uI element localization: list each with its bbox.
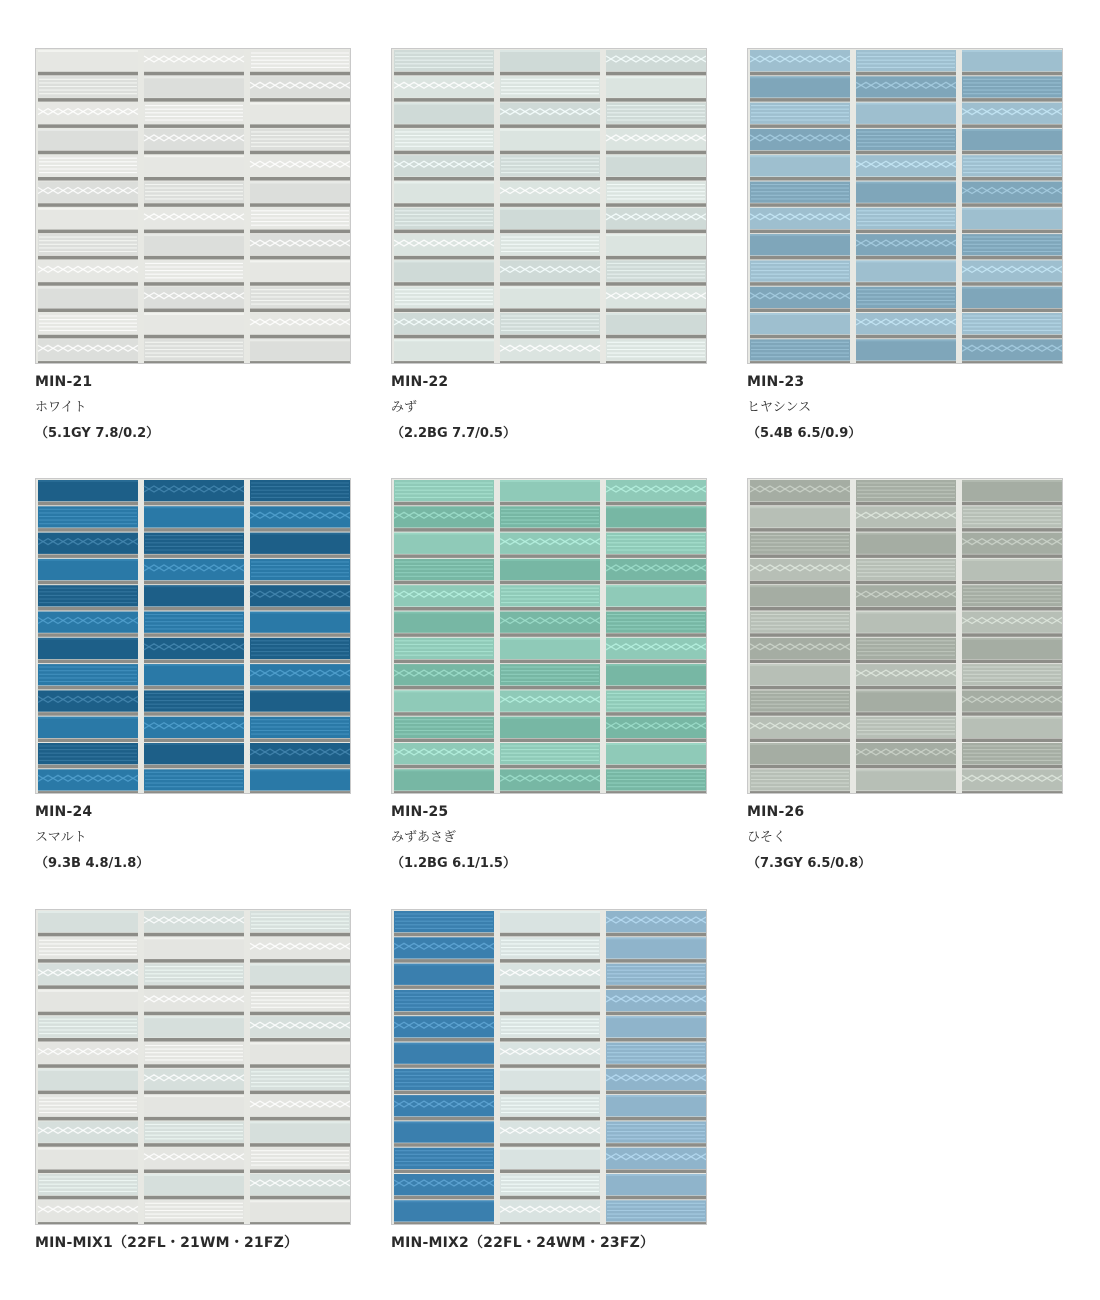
mosaic-tile — [500, 1043, 600, 1064]
mosaic-tile — [38, 182, 138, 203]
munsell-value: （1.2BG 6.1/1.5） — [391, 856, 516, 871]
mosaic-tile — [606, 743, 706, 764]
mosaic-tile — [144, 1174, 244, 1195]
mosaic-tile — [394, 664, 494, 685]
mosaic-tile — [750, 664, 850, 685]
mosaic-tile — [144, 911, 244, 932]
mosaic-sheet — [36, 479, 351, 794]
mosaic-tile — [250, 690, 350, 711]
mosaic-tile — [962, 182, 1062, 203]
mosaic-tile — [144, 1148, 244, 1169]
product-card-min-26[interactable] — [747, 478, 1063, 872]
mosaic-tile — [38, 1121, 138, 1142]
mosaic-tile — [144, 480, 244, 501]
mosaic-tile — [38, 480, 138, 501]
mosaic-tile — [606, 129, 706, 150]
mosaic-tile — [856, 76, 956, 97]
mosaic-tile — [250, 743, 350, 764]
mosaic-tile — [38, 1148, 138, 1169]
mosaic-tile — [144, 1095, 244, 1116]
mosaic-tile — [500, 964, 600, 985]
munsell-value: （5.4B 6.5/0.9） — [747, 426, 862, 441]
mosaic-tile — [250, 664, 350, 685]
mosaic-tile — [500, 717, 600, 738]
mosaic-tile — [250, 260, 350, 281]
mosaic-tile — [250, 1121, 350, 1142]
mosaic-tile — [250, 103, 350, 124]
munsell-value: （9.3B 4.8/1.8） — [35, 856, 150, 871]
mosaic-tile — [144, 76, 244, 97]
mosaic-tile — [750, 50, 850, 71]
color-name: ホワイト — [35, 400, 87, 415]
mosaic-tile — [856, 664, 956, 685]
mosaic-tile — [38, 964, 138, 985]
mosaic-tile — [500, 638, 600, 659]
mosaic-tile — [962, 50, 1062, 71]
mosaic-tile — [250, 313, 350, 334]
mosaic-tile — [144, 937, 244, 958]
mosaic-tile — [606, 155, 706, 176]
color-name: ヒヤシンス — [747, 400, 812, 415]
mosaic-tile — [144, 287, 244, 308]
munsell-value: （5.1GY 7.8/0.2） — [35, 426, 160, 441]
mosaic-tile — [750, 717, 850, 738]
tile-swatch[interactable] — [35, 478, 351, 794]
mosaic-tile — [500, 1200, 600, 1221]
mosaic-tile — [38, 260, 138, 281]
mosaic-tile — [606, 1016, 706, 1037]
mosaic-tile — [394, 612, 494, 633]
mosaic-tile — [500, 182, 600, 203]
mosaic-sheet — [748, 49, 1063, 364]
munsell-value: （7.3GY 6.5/0.8） — [747, 856, 872, 871]
mosaic-tile — [394, 1174, 494, 1195]
mosaic-tile — [750, 313, 850, 334]
mosaic-tile — [394, 103, 494, 124]
tile-swatch[interactable] — [747, 48, 1063, 364]
product-card-min-mix2[interactable] — [391, 909, 707, 1252]
mosaic-tile — [500, 129, 600, 150]
mosaic-tile — [606, 1069, 706, 1090]
mosaic-tile — [962, 690, 1062, 711]
mosaic-tile — [606, 76, 706, 97]
mosaic-tile — [38, 911, 138, 932]
product-code: MIN-26 — [747, 804, 805, 820]
mosaic-tile — [856, 339, 956, 360]
color-name: みず — [391, 400, 418, 415]
mosaic-tile — [250, 182, 350, 203]
product-card-min-22[interactable] — [391, 48, 707, 442]
mosaic-tile — [856, 155, 956, 176]
mosaic-tile — [750, 287, 850, 308]
mosaic-tile — [750, 585, 850, 606]
mosaic-tile — [606, 585, 706, 606]
mosaic-tile — [394, 339, 494, 360]
mosaic-tile — [144, 1016, 244, 1037]
tile-swatch[interactable] — [391, 478, 707, 794]
mosaic-tile — [750, 506, 850, 527]
mosaic-tile — [394, 743, 494, 764]
mosaic-tile — [144, 559, 244, 580]
mosaic-tile — [856, 260, 956, 281]
mosaic-tile — [856, 182, 956, 203]
mosaic-tile — [394, 155, 494, 176]
mosaic-tile — [250, 234, 350, 255]
mosaic-tile — [606, 559, 706, 580]
mosaic-sheet — [392, 910, 707, 1225]
mosaic-tile — [394, 1121, 494, 1142]
mosaic-tile — [394, 690, 494, 711]
mosaic-tile — [500, 103, 600, 124]
mosaic-tile — [144, 208, 244, 229]
mosaic-tile — [750, 76, 850, 97]
mosaic-tile — [38, 287, 138, 308]
mosaic-tile — [250, 1043, 350, 1064]
mosaic-tile — [250, 1174, 350, 1195]
mosaic-tile — [394, 260, 494, 281]
mosaic-tile — [856, 612, 956, 633]
mosaic-tile — [750, 559, 850, 580]
mosaic-tile — [500, 990, 600, 1011]
mosaic-tile — [38, 50, 138, 71]
mosaic-tile — [962, 717, 1062, 738]
mosaic-tile — [750, 743, 850, 764]
mosaic-tile — [962, 103, 1062, 124]
mosaic-tile — [962, 260, 1062, 281]
mosaic-tile — [250, 937, 350, 958]
mosaic-tile — [606, 208, 706, 229]
mosaic-tile — [394, 585, 494, 606]
mosaic-tile — [144, 155, 244, 176]
mosaic-sheet — [392, 479, 707, 794]
mosaic-sheet — [392, 49, 707, 364]
mosaic-tile — [394, 964, 494, 985]
mosaic-tile — [250, 1016, 350, 1037]
mosaic-tile — [144, 1069, 244, 1090]
mosaic-tile — [606, 50, 706, 71]
mosaic-tile — [962, 129, 1062, 150]
mosaic-tile — [38, 1069, 138, 1090]
mosaic-tile — [606, 1148, 706, 1169]
mosaic-tile — [250, 76, 350, 97]
mosaic-tile — [606, 287, 706, 308]
mosaic-tile — [500, 480, 600, 501]
mosaic-tile — [38, 1043, 138, 1064]
mosaic-tile — [144, 585, 244, 606]
product-card-min-23[interactable] — [747, 48, 1063, 442]
mosaic-tile — [856, 769, 956, 790]
mosaic-tile — [500, 612, 600, 633]
mosaic-tile — [750, 480, 850, 501]
product-code: MIN-25 — [391, 804, 449, 820]
mosaic-tile — [394, 1016, 494, 1037]
mosaic-tile — [144, 313, 244, 334]
mosaic-tile — [500, 260, 600, 281]
mosaic-tile — [394, 234, 494, 255]
mosaic-tile — [500, 1121, 600, 1142]
mosaic-tile — [500, 690, 600, 711]
mosaic-tile — [500, 1069, 600, 1090]
mosaic-tile — [962, 559, 1062, 580]
mosaic-tile — [500, 50, 600, 71]
mosaic-tile — [606, 234, 706, 255]
mosaic-tile — [750, 234, 850, 255]
mosaic-tile — [606, 664, 706, 685]
mosaic-tile — [500, 533, 600, 554]
product-card-min-21[interactable] — [35, 48, 351, 442]
mosaic-tile — [250, 612, 350, 633]
mosaic-tile — [962, 287, 1062, 308]
mosaic-tile — [962, 769, 1062, 790]
tile-swatch[interactable] — [747, 478, 1063, 794]
mosaic-tile — [394, 182, 494, 203]
mosaic-tile — [250, 585, 350, 606]
mosaic-tile — [750, 638, 850, 659]
mosaic-tile — [38, 533, 138, 554]
mosaic-tile — [144, 717, 244, 738]
tile-swatch[interactable] — [35, 909, 351, 1225]
mosaic-tile — [250, 1095, 350, 1116]
mosaic-tile — [606, 1095, 706, 1116]
mosaic-tile — [250, 339, 350, 360]
product-code: MIN-MIX2（22FL・24WM・23FZ） — [391, 1235, 655, 1251]
mosaic-tile — [38, 129, 138, 150]
mosaic-tile — [856, 103, 956, 124]
mosaic-tile — [856, 690, 956, 711]
mosaic-tile — [38, 612, 138, 633]
mosaic-tile — [38, 1200, 138, 1221]
mosaic-tile — [606, 911, 706, 932]
mosaic-tile — [606, 717, 706, 738]
tile-swatch[interactable] — [35, 48, 351, 364]
mosaic-tile — [750, 208, 850, 229]
mosaic-sheet — [36, 910, 351, 1225]
mosaic-tile — [144, 234, 244, 255]
mosaic-tile — [500, 287, 600, 308]
mosaic-tile — [856, 506, 956, 527]
mosaic-tile — [144, 664, 244, 685]
mosaic-tile — [144, 129, 244, 150]
mosaic-tile — [606, 990, 706, 1011]
mosaic-tile — [144, 990, 244, 1011]
mosaic-tile — [856, 533, 956, 554]
mosaic-tile — [750, 155, 850, 176]
color-name: ひそく — [747, 830, 787, 845]
mosaic-tile — [606, 506, 706, 527]
product-card-min-25[interactable] — [391, 478, 707, 872]
product-code: MIN-24 — [35, 804, 93, 820]
mosaic-tile — [962, 612, 1062, 633]
mosaic-tile — [606, 1174, 706, 1195]
mosaic-tile — [38, 769, 138, 790]
color-name: みずあさぎ — [391, 830, 457, 845]
mosaic-tile — [856, 313, 956, 334]
mosaic-tile — [38, 717, 138, 738]
mosaic-tile — [500, 911, 600, 932]
mosaic-tile — [250, 155, 350, 176]
mosaic-tile — [500, 1148, 600, 1169]
product-code: MIN-MIX1（22FL・21WM・21FZ） — [35, 1235, 299, 1251]
product-card-min-mix1[interactable] — [35, 909, 351, 1252]
munsell-value: （2.2BG 7.7/0.5） — [391, 426, 516, 441]
mosaic-tile — [394, 1095, 494, 1116]
mosaic-tile — [394, 1200, 494, 1221]
color-name: スマルト — [35, 830, 87, 845]
mosaic-tile — [500, 208, 600, 229]
mosaic-tile — [962, 638, 1062, 659]
mosaic-tile — [500, 769, 600, 790]
mosaic-tile — [394, 533, 494, 554]
product-card-min-24[interactable] — [35, 478, 351, 872]
mosaic-sheet — [36, 49, 351, 364]
tile-swatch[interactable] — [391, 909, 707, 1225]
product-code: MIN-22 — [391, 374, 449, 390]
mosaic-tile — [606, 638, 706, 659]
mosaic-tile — [606, 480, 706, 501]
mosaic-tile — [38, 990, 138, 1011]
mosaic-tile — [962, 339, 1062, 360]
mosaic-tile — [750, 129, 850, 150]
mosaic-tile — [500, 339, 600, 360]
mosaic-tile — [38, 208, 138, 229]
mosaic-tile — [394, 769, 494, 790]
mosaic-tile — [856, 743, 956, 764]
tile-swatch[interactable] — [391, 48, 707, 364]
mosaic-tile — [38, 339, 138, 360]
mosaic-tile — [500, 559, 600, 580]
mosaic-tile — [394, 76, 494, 97]
mosaic-tile — [250, 964, 350, 985]
mosaic-tile — [394, 937, 494, 958]
mosaic-tile — [394, 313, 494, 334]
mosaic-tile — [856, 585, 956, 606]
product-code: MIN-21 — [35, 374, 93, 390]
mosaic-tile — [38, 559, 138, 580]
mosaic-tile — [250, 769, 350, 790]
mosaic-tile — [606, 313, 706, 334]
mosaic-tile — [962, 208, 1062, 229]
mosaic-tile — [38, 690, 138, 711]
mosaic-tile — [144, 743, 244, 764]
mosaic-tile — [250, 1200, 350, 1221]
mosaic-tile — [606, 937, 706, 958]
mosaic-sheet — [748, 479, 1063, 794]
mosaic-tile — [144, 50, 244, 71]
mosaic-tile — [144, 506, 244, 527]
mosaic-tile — [394, 506, 494, 527]
mosaic-tile — [38, 638, 138, 659]
mosaic-tile — [144, 638, 244, 659]
product-code: MIN-23 — [747, 374, 805, 390]
mosaic-tile — [38, 103, 138, 124]
mosaic-tile — [962, 533, 1062, 554]
mosaic-tile — [856, 234, 956, 255]
mosaic-tile — [250, 533, 350, 554]
mosaic-tile — [250, 506, 350, 527]
mosaic-tile — [962, 480, 1062, 501]
mosaic-tile — [394, 1043, 494, 1064]
